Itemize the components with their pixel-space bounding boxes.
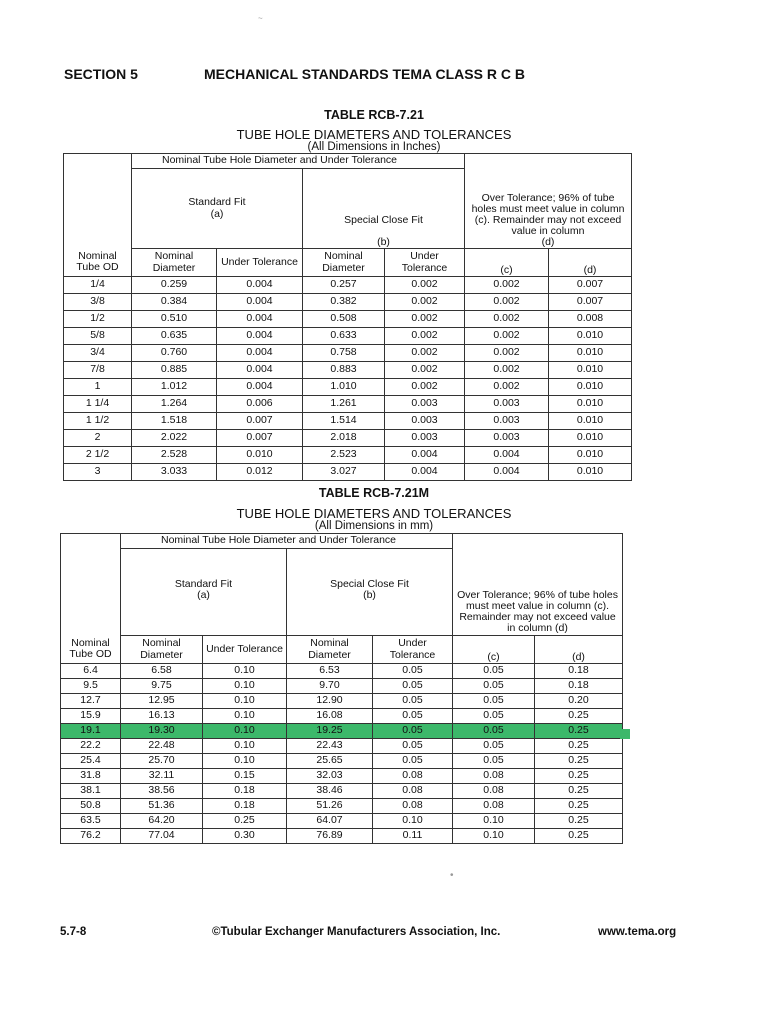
table1-standard-fit bbox=[132, 169, 303, 249]
cell-nominal-od: 1 bbox=[64, 379, 132, 396]
table1-col-nominal-od: Nominal Tube OD bbox=[64, 249, 132, 277]
cell-c: 0.002 bbox=[465, 277, 549, 294]
table2-standard-fit bbox=[121, 549, 287, 636]
table1-subtitle: TUBE HOLE DIAMETERS AND TOLERANCES bbox=[236, 127, 512, 142]
copyright: ©Tubular Exchanger Manufacturers Association, Inc. bbox=[212, 926, 501, 938]
cell-c: 0.004 bbox=[465, 464, 549, 481]
cell-nominal-diameter-b: 22.43 bbox=[287, 739, 373, 754]
table-row bbox=[61, 799, 623, 814]
tema-link[interactable]: www.tema.org bbox=[598, 926, 677, 938]
cell-under-tolerance-a: 0.10 bbox=[203, 739, 287, 754]
table2-group-header: Nominal Tube Hole Diameter and Under Tolerance bbox=[121, 534, 453, 549]
table-row bbox=[64, 464, 632, 481]
cell-c: 0.10 bbox=[453, 814, 535, 829]
cell-c: 0.10 bbox=[453, 829, 535, 844]
cell-d: 0.20 bbox=[535, 694, 623, 709]
cell-c: 0.002 bbox=[465, 328, 549, 345]
cell-under-tolerance-b: 0.05 bbox=[373, 694, 453, 709]
cell-nominal-od: 1 1/4 bbox=[64, 396, 132, 413]
cell-nominal-od: 76.2 bbox=[61, 829, 121, 844]
cell-c: 0.05 bbox=[453, 739, 535, 754]
table1-standard-fit-label: Standard Fit bbox=[188, 196, 246, 209]
cell-nominal-od: 15.9 bbox=[61, 709, 121, 724]
table-row bbox=[64, 277, 632, 294]
cell-nominal-diameter-b: 3.027 bbox=[303, 464, 385, 481]
cell-under-tolerance-a: 0.004 bbox=[217, 328, 303, 345]
table-row bbox=[61, 814, 623, 829]
cell-nominal-od: 5/8 bbox=[64, 328, 132, 345]
cell-d: 0.010 bbox=[549, 430, 632, 447]
cell-under-tolerance-b: 0.05 bbox=[373, 709, 453, 724]
cell-under-tolerance-a: 0.10 bbox=[203, 679, 287, 694]
cell-nominal-diameter-b: 0.257 bbox=[303, 277, 385, 294]
cell-d: 0.25 bbox=[535, 799, 623, 814]
table2-special-fit-col: (b) bbox=[363, 589, 376, 602]
cell-nominal-diameter-b: 1.261 bbox=[303, 396, 385, 413]
cell-c: 0.002 bbox=[465, 379, 549, 396]
table2-over-tolerance: Over Tolerance; 96% of tube holes must meet value in column (c). Remainder may not exceed value in column (d) bbox=[453, 534, 623, 636]
table-row bbox=[61, 739, 623, 754]
cell-d: 0.18 bbox=[535, 679, 623, 694]
table2-standard-fit-label: Standard Fit bbox=[174, 578, 233, 590]
cell-under-tolerance-b: 0.08 bbox=[373, 799, 453, 814]
cell-under-tolerance-a: 0.004 bbox=[217, 379, 303, 396]
table1-corner bbox=[64, 154, 132, 249]
cell-nominal-diameter-a: 32.11 bbox=[121, 769, 203, 784]
table1-units: (All Dimensions in Inches) bbox=[307, 141, 441, 153]
cell-nominal-diameter-b: 0.382 bbox=[303, 294, 385, 311]
cell-d: 0.25 bbox=[535, 814, 623, 829]
table-row bbox=[61, 754, 623, 769]
cell-nominal-od: 22.2 bbox=[61, 739, 121, 754]
table-row bbox=[61, 829, 623, 844]
cell-under-tolerance-a: 0.012 bbox=[217, 464, 303, 481]
cell-nominal-diameter-b: 0.508 bbox=[303, 311, 385, 328]
cell-under-tolerance-a: 0.18 bbox=[203, 784, 287, 799]
cell-nominal-od: 7/8 bbox=[64, 362, 132, 379]
cell-nominal-od: 1 1/2 bbox=[64, 413, 132, 430]
table-row bbox=[61, 679, 623, 694]
cell-nominal-diameter-a: 77.04 bbox=[121, 829, 203, 844]
table1-special-fit-col: (b) bbox=[377, 235, 390, 248]
section-label: SECTION 5 bbox=[64, 66, 138, 82]
cell-d: 0.010 bbox=[549, 379, 632, 396]
cell-nominal-diameter-a: 12.95 bbox=[121, 694, 203, 709]
cell-c: 0.003 bbox=[465, 413, 549, 430]
cell-nominal-diameter-a: 1.518 bbox=[132, 413, 217, 430]
page-number: 5.7-8 bbox=[60, 926, 87, 938]
table2-name: TABLE RCB-7.21M bbox=[318, 486, 430, 500]
cell-c: 0.05 bbox=[453, 679, 535, 694]
table2-col-d: (d) bbox=[535, 636, 623, 664]
cell-c: 0.003 bbox=[465, 430, 549, 447]
table-row bbox=[61, 784, 623, 799]
table1-col-under-tolerance-b: Under Tolerance bbox=[385, 249, 465, 277]
table-row bbox=[64, 294, 632, 311]
cell-under-tolerance-b: 0.002 bbox=[385, 345, 465, 362]
table1-standard-fit-col: (a) bbox=[210, 207, 224, 220]
cell-nominal-diameter-b: 0.633 bbox=[303, 328, 385, 345]
table1-special-fit-label: Special Close Fit bbox=[344, 213, 423, 226]
cell-nominal-diameter-b: 25.65 bbox=[287, 754, 373, 769]
table2-special-fit-label: Special Close Fit bbox=[330, 578, 409, 590]
cell-c: 0.002 bbox=[465, 345, 549, 362]
cell-under-tolerance-a: 0.10 bbox=[203, 724, 287, 739]
scan-mark: ~ bbox=[258, 14, 263, 23]
cell-nominal-diameter-a: 3.033 bbox=[132, 464, 217, 481]
cell-nominal-diameter-a: 0.384 bbox=[132, 294, 217, 311]
cell-nominal-diameter-a: 25.70 bbox=[121, 754, 203, 769]
table2-col-under-tolerance-b: Under Tolerance bbox=[373, 636, 453, 664]
table1-over-tolerance-text: Over Tolerance; 96% of tube holes must meet value in column (c). Remainder may not exceed value in column bbox=[471, 191, 625, 237]
table-row bbox=[64, 413, 632, 430]
cell-under-tolerance-b: 0.08 bbox=[373, 784, 453, 799]
cell-d: 0.010 bbox=[549, 447, 632, 464]
table2-special-fit bbox=[287, 549, 453, 636]
cell-nominal-od: 3 bbox=[64, 464, 132, 481]
cell-nominal-od: 25.4 bbox=[61, 754, 121, 769]
table1-col-under-tolerance-a: Under Tolerance bbox=[217, 249, 303, 277]
table1-over-tolerance-col: (d) bbox=[541, 235, 555, 248]
cell-c: 0.002 bbox=[465, 362, 549, 379]
table-row bbox=[61, 694, 623, 709]
cell-nominal-od: 9.5 bbox=[61, 679, 121, 694]
cell-nominal-diameter-b: 38.46 bbox=[287, 784, 373, 799]
cell-d: 0.010 bbox=[549, 413, 632, 430]
cell-nominal-diameter-a: 38.56 bbox=[121, 784, 203, 799]
cell-nominal-diameter-a: 1.012 bbox=[132, 379, 217, 396]
cell-under-tolerance-a: 0.10 bbox=[203, 694, 287, 709]
scan-dot: • bbox=[450, 870, 454, 881]
cell-nominal-od: 1/4 bbox=[64, 277, 132, 294]
cell-under-tolerance-b: 0.003 bbox=[385, 413, 465, 430]
cell-nominal-diameter-b: 19.25 bbox=[287, 724, 373, 739]
cell-nominal-od: 2 1/2 bbox=[64, 447, 132, 464]
cell-d: 0.007 bbox=[549, 294, 632, 311]
cell-c: 0.002 bbox=[465, 311, 549, 328]
cell-d: 0.007 bbox=[549, 277, 632, 294]
cell-under-tolerance-a: 0.10 bbox=[203, 709, 287, 724]
cell-under-tolerance-b: 0.002 bbox=[385, 328, 465, 345]
table-row bbox=[61, 769, 623, 784]
cell-nominal-diameter-a: 0.259 bbox=[132, 277, 217, 294]
cell-nominal-diameter-a: 0.760 bbox=[132, 345, 217, 362]
table1-col-c: (c) bbox=[465, 249, 549, 277]
table2-units: (All Dimensions in mm) bbox=[314, 520, 434, 532]
cell-nominal-diameter-b: 16.08 bbox=[287, 709, 373, 724]
table2-corner bbox=[61, 534, 121, 636]
cell-nominal-od: 50.8 bbox=[61, 799, 121, 814]
cell-nominal-diameter-a: 2.022 bbox=[132, 430, 217, 447]
table-row bbox=[64, 362, 632, 379]
table1-group-header: Nominal Tube Hole Diameter and Under Tolerance bbox=[132, 154, 465, 169]
cell-d: 0.010 bbox=[549, 362, 632, 379]
cell-c: 0.002 bbox=[465, 294, 549, 311]
cell-nominal-diameter-b: 1.010 bbox=[303, 379, 385, 396]
cell-d: 0.25 bbox=[535, 754, 623, 769]
table1-col-d: (d) bbox=[549, 249, 632, 277]
cell-nominal-diameter-a: 2.528 bbox=[132, 447, 217, 464]
cell-nominal-diameter-a: 51.36 bbox=[121, 799, 203, 814]
table-row bbox=[64, 430, 632, 447]
cell-nominal-diameter-b: 2.523 bbox=[303, 447, 385, 464]
cell-nominal-od: 1/2 bbox=[64, 311, 132, 328]
cell-under-tolerance-b: 0.05 bbox=[373, 679, 453, 694]
cell-nominal-od: 63.5 bbox=[61, 814, 121, 829]
cell-d: 0.010 bbox=[549, 345, 632, 362]
cell-nominal-diameter-a: 9.75 bbox=[121, 679, 203, 694]
table1-col-nominal-diameter-b: Nominal Diameter bbox=[303, 249, 385, 277]
cell-under-tolerance-a: 0.25 bbox=[203, 814, 287, 829]
table2-standard-fit-col: (a) bbox=[197, 589, 210, 602]
cell-under-tolerance-b: 0.004 bbox=[385, 447, 465, 464]
table-row bbox=[61, 724, 623, 739]
table2-col-nominal-diameter-b: Nominal Diameter bbox=[287, 636, 373, 664]
cell-under-tolerance-b: 0.05 bbox=[373, 739, 453, 754]
cell-nominal-diameter-b: 51.26 bbox=[287, 799, 373, 814]
table2-col-nominal-diameter-a: Nominal Diameter bbox=[121, 636, 203, 664]
cell-nominal-diameter-a: 0.635 bbox=[132, 328, 217, 345]
cell-c: 0.05 bbox=[453, 694, 535, 709]
cell-c: 0.003 bbox=[465, 396, 549, 413]
table-row bbox=[64, 311, 632, 328]
cell-nominal-diameter-a: 0.510 bbox=[132, 311, 217, 328]
table1-name: TABLE RCB-7.21 bbox=[324, 108, 424, 122]
cell-under-tolerance-a: 0.007 bbox=[217, 413, 303, 430]
cell-d: 0.25 bbox=[535, 769, 623, 784]
cell-under-tolerance-b: 0.05 bbox=[373, 724, 453, 739]
cell-nominal-diameter-a: 1.264 bbox=[132, 396, 217, 413]
table2-col-nominal-od: Nominal Tube OD bbox=[61, 636, 121, 664]
highlight-stroke bbox=[620, 729, 630, 739]
cell-nominal-diameter-b: 0.883 bbox=[303, 362, 385, 379]
cell-under-tolerance-a: 0.15 bbox=[203, 769, 287, 784]
cell-d: 0.25 bbox=[535, 784, 623, 799]
cell-c: 0.08 bbox=[453, 769, 535, 784]
cell-d: 0.18 bbox=[535, 664, 623, 679]
cell-nominal-diameter-b: 32.03 bbox=[287, 769, 373, 784]
cell-under-tolerance-b: 0.08 bbox=[373, 769, 453, 784]
cell-under-tolerance-a: 0.10 bbox=[203, 664, 287, 679]
cell-under-tolerance-a: 0.004 bbox=[217, 362, 303, 379]
cell-under-tolerance-a: 0.007 bbox=[217, 430, 303, 447]
cell-under-tolerance-b: 0.004 bbox=[385, 464, 465, 481]
cell-nominal-od: 38.1 bbox=[61, 784, 121, 799]
table2-col-under-tolerance-a: Under Tolerance bbox=[203, 636, 287, 664]
cell-c: 0.08 bbox=[453, 784, 535, 799]
cell-under-tolerance-b: 0.002 bbox=[385, 277, 465, 294]
cell-under-tolerance-a: 0.004 bbox=[217, 294, 303, 311]
table2 bbox=[60, 533, 623, 844]
table-row bbox=[64, 345, 632, 362]
cell-d: 0.010 bbox=[549, 464, 632, 481]
cell-under-tolerance-a: 0.004 bbox=[217, 277, 303, 294]
table-row bbox=[64, 396, 632, 413]
cell-nominal-od: 12.7 bbox=[61, 694, 121, 709]
cell-c: 0.05 bbox=[453, 754, 535, 769]
cell-under-tolerance-a: 0.006 bbox=[217, 396, 303, 413]
table1-col-nominal-diameter-a: Nominal Diameter bbox=[132, 249, 217, 277]
cell-under-tolerance-a: 0.004 bbox=[217, 311, 303, 328]
cell-under-tolerance-a: 0.18 bbox=[203, 799, 287, 814]
table2-subtitle: TUBE HOLE DIAMETERS AND TOLERANCES bbox=[236, 506, 512, 521]
cell-under-tolerance-b: 0.003 bbox=[385, 396, 465, 413]
table-row bbox=[64, 328, 632, 345]
cell-nominal-diameter-a: 22.48 bbox=[121, 739, 203, 754]
cell-nominal-od: 6.4 bbox=[61, 664, 121, 679]
cell-nominal-diameter-b: 9.70 bbox=[287, 679, 373, 694]
cell-d: 0.25 bbox=[535, 724, 623, 739]
cell-nominal-diameter-b: 12.90 bbox=[287, 694, 373, 709]
cell-nominal-diameter-a: 19.30 bbox=[121, 724, 203, 739]
cell-under-tolerance-a: 0.30 bbox=[203, 829, 287, 844]
cell-under-tolerance-a: 0.010 bbox=[217, 447, 303, 464]
cell-c: 0.08 bbox=[453, 799, 535, 814]
cell-nominal-od: 3/4 bbox=[64, 345, 132, 362]
cell-nominal-diameter-b: 1.514 bbox=[303, 413, 385, 430]
cell-nominal-od: 31.8 bbox=[61, 769, 121, 784]
cell-d: 0.25 bbox=[535, 709, 623, 724]
table-row bbox=[61, 664, 623, 679]
cell-under-tolerance-b: 0.002 bbox=[385, 362, 465, 379]
cell-under-tolerance-b: 0.002 bbox=[385, 294, 465, 311]
cell-nominal-diameter-a: 64.20 bbox=[121, 814, 203, 829]
table-row bbox=[64, 379, 632, 396]
cell-nominal-diameter-b: 64.07 bbox=[287, 814, 373, 829]
cell-d: 0.010 bbox=[549, 396, 632, 413]
cell-nominal-diameter-b: 6.53 bbox=[287, 664, 373, 679]
cell-under-tolerance-b: 0.002 bbox=[385, 311, 465, 328]
cell-under-tolerance-b: 0.11 bbox=[373, 829, 453, 844]
cell-under-tolerance-b: 0.05 bbox=[373, 754, 453, 769]
cell-nominal-od: 2 bbox=[64, 430, 132, 447]
cell-nominal-diameter-a: 0.885 bbox=[132, 362, 217, 379]
cell-under-tolerance-a: 0.004 bbox=[217, 345, 303, 362]
cell-c: 0.004 bbox=[465, 447, 549, 464]
table1 bbox=[63, 153, 632, 481]
cell-d: 0.25 bbox=[535, 739, 623, 754]
cell-c: 0.05 bbox=[453, 709, 535, 724]
cell-c: 0.05 bbox=[453, 664, 535, 679]
table-row bbox=[64, 447, 632, 464]
cell-nominal-diameter-a: 16.13 bbox=[121, 709, 203, 724]
cell-under-tolerance-a: 0.10 bbox=[203, 754, 287, 769]
table1-special-fit bbox=[303, 169, 465, 249]
cell-nominal-diameter-b: 0.758 bbox=[303, 345, 385, 362]
cell-under-tolerance-b: 0.10 bbox=[373, 814, 453, 829]
cell-nominal-diameter-b: 76.89 bbox=[287, 829, 373, 844]
table2-col-c: (c) bbox=[453, 636, 535, 664]
cell-under-tolerance-b: 0.003 bbox=[385, 430, 465, 447]
cell-d: 0.008 bbox=[549, 311, 632, 328]
cell-d: 0.010 bbox=[549, 328, 632, 345]
table1-over-tolerance bbox=[465, 154, 632, 249]
cell-under-tolerance-b: 0.002 bbox=[385, 379, 465, 396]
page-heading: MECHANICAL STANDARDS TEMA CLASS R C B bbox=[204, 66, 525, 82]
cell-d: 0.25 bbox=[535, 829, 623, 844]
cell-nominal-od: 19.1 bbox=[61, 724, 121, 739]
cell-under-tolerance-b: 0.05 bbox=[373, 664, 453, 679]
table-row bbox=[61, 709, 623, 724]
cell-nominal-diameter-b: 2.018 bbox=[303, 430, 385, 447]
cell-nominal-diameter-a: 6.58 bbox=[121, 664, 203, 679]
cell-c: 0.05 bbox=[453, 724, 535, 739]
cell-nominal-od: 3/8 bbox=[64, 294, 132, 311]
